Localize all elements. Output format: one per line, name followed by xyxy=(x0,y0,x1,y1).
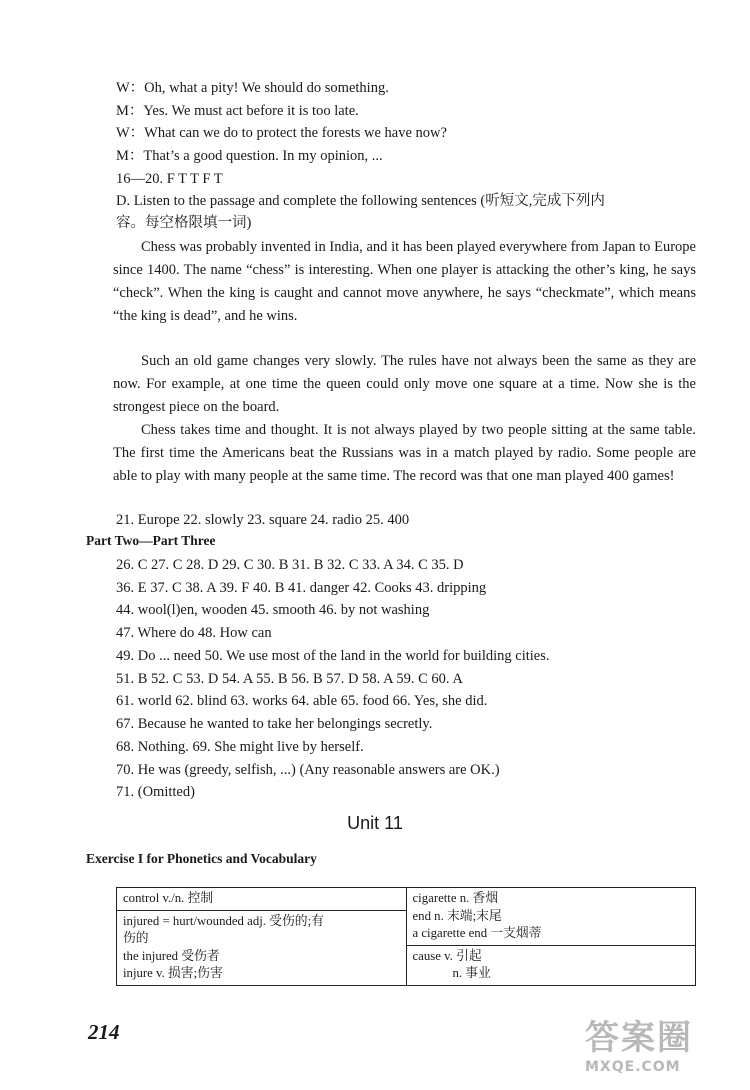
watermark-logo-text: 答案圈 xyxy=(585,1018,693,1058)
answer-line: 61. world 62. blind 63. works 64. able 65. food 66. Yes, she did. xyxy=(116,693,488,709)
part-heading: Part Two—Part Three xyxy=(86,533,216,548)
answers-21-25: 21. Europe 22. slowly 23. square 24. radio 25. 400 xyxy=(116,512,410,528)
dialogue-line: W：Oh, what a pity! We should do something. xyxy=(116,80,389,96)
answer-line: 26. C 27. C 28. D 29. C 30. B 31. B 32. C 33. A 34. C 35. D xyxy=(116,557,464,573)
vocab-cell: cigarette n. 香烟 end n. 末端;末尾 a cigarette end 一支烟蒂 xyxy=(406,888,696,946)
answer-line: 36. E 37. C 38. A 39. F 40. B 41. danger 42. Cooks 43. dripping xyxy=(116,580,487,596)
passage-paragraph-2: Such an old game changes very slowly. The rules have not always been the same as they are now. For example, at one time the queen could only move one square at a time. Now she is the strongest piece on the board. xyxy=(113,353,696,415)
vocabulary-table xyxy=(116,887,696,986)
answers-16-20: 16—20. F T T F T xyxy=(116,171,223,187)
watermark-url: MXQE.COM xyxy=(585,1059,681,1075)
exercise-heading: Exercise I for Phonetics and Vocabulary xyxy=(86,851,317,866)
vocab-cell: injured = hurt/wounded adj. 受伤的;有 伤的 the injured 受伤者 injure v. 损害;伤害 xyxy=(117,910,407,985)
answer-line: 44. wool(l)en, wooden 45. smooth 46. by not washing xyxy=(116,602,430,618)
vocab-cell: control v./n. 控制 xyxy=(117,888,407,911)
answer-line: 71. (Omitted) xyxy=(116,784,195,800)
watermark-logo xyxy=(585,1018,735,1080)
answer-line: 47. Where do 48. How can xyxy=(116,625,272,641)
answer-line: 67. Because he wanted to take her belongings secretly. xyxy=(116,716,433,732)
unit-title: Unit 11 xyxy=(347,813,403,833)
dialogue-line: W：What can we do to protect the forests we have now? xyxy=(116,125,447,141)
vocab-cell: cause v. 引起 n. 事业 xyxy=(406,945,696,985)
answer-line: 68. Nothing. 69. She might live by herself. xyxy=(116,739,364,755)
dialogue-line: M：That’s a good question. In my opinion, ... xyxy=(116,148,383,164)
page-number: 214 xyxy=(88,1020,120,1044)
dialogue-line: M：Yes. We must act before it is too late. xyxy=(116,103,359,119)
section-d-instruction: D. Listen to the passage and complete the following sentences (听短文,完成下列内 xyxy=(116,193,605,209)
answer-line: 70. He was (greedy, selfish, ...) (Any reasonable answers are OK.) xyxy=(116,762,500,778)
passage-paragraph-3: Chess takes time and thought. It is not always played by two people sitting at the same table. The first time the Americans beat the Russians was in a match played by radio. Some people are able to play with many people at the same time. The record was that one man played 400 games! xyxy=(113,422,696,484)
section-d-instruction-cont: 容。每空格限填一词) xyxy=(116,215,252,231)
passage-paragraph-1: Chess was probably invented in India, and it has been played everywhere from Japan to Europe since 1400. The name “chess” is interesting. When one player is attacking the other’s king, he says “check”. When the king is caught and cannot move anywhere, he says “checkmate”, which means “the king is dead”, and he wins. xyxy=(113,239,696,324)
answer-line: 49. Do ... need 50. We use most of the land in the world for building cities. xyxy=(116,648,550,664)
answer-line: 51. B 52. C 53. D 54. A 55. B 56. B 57. D 58. A 59. C 60. A xyxy=(116,671,463,687)
